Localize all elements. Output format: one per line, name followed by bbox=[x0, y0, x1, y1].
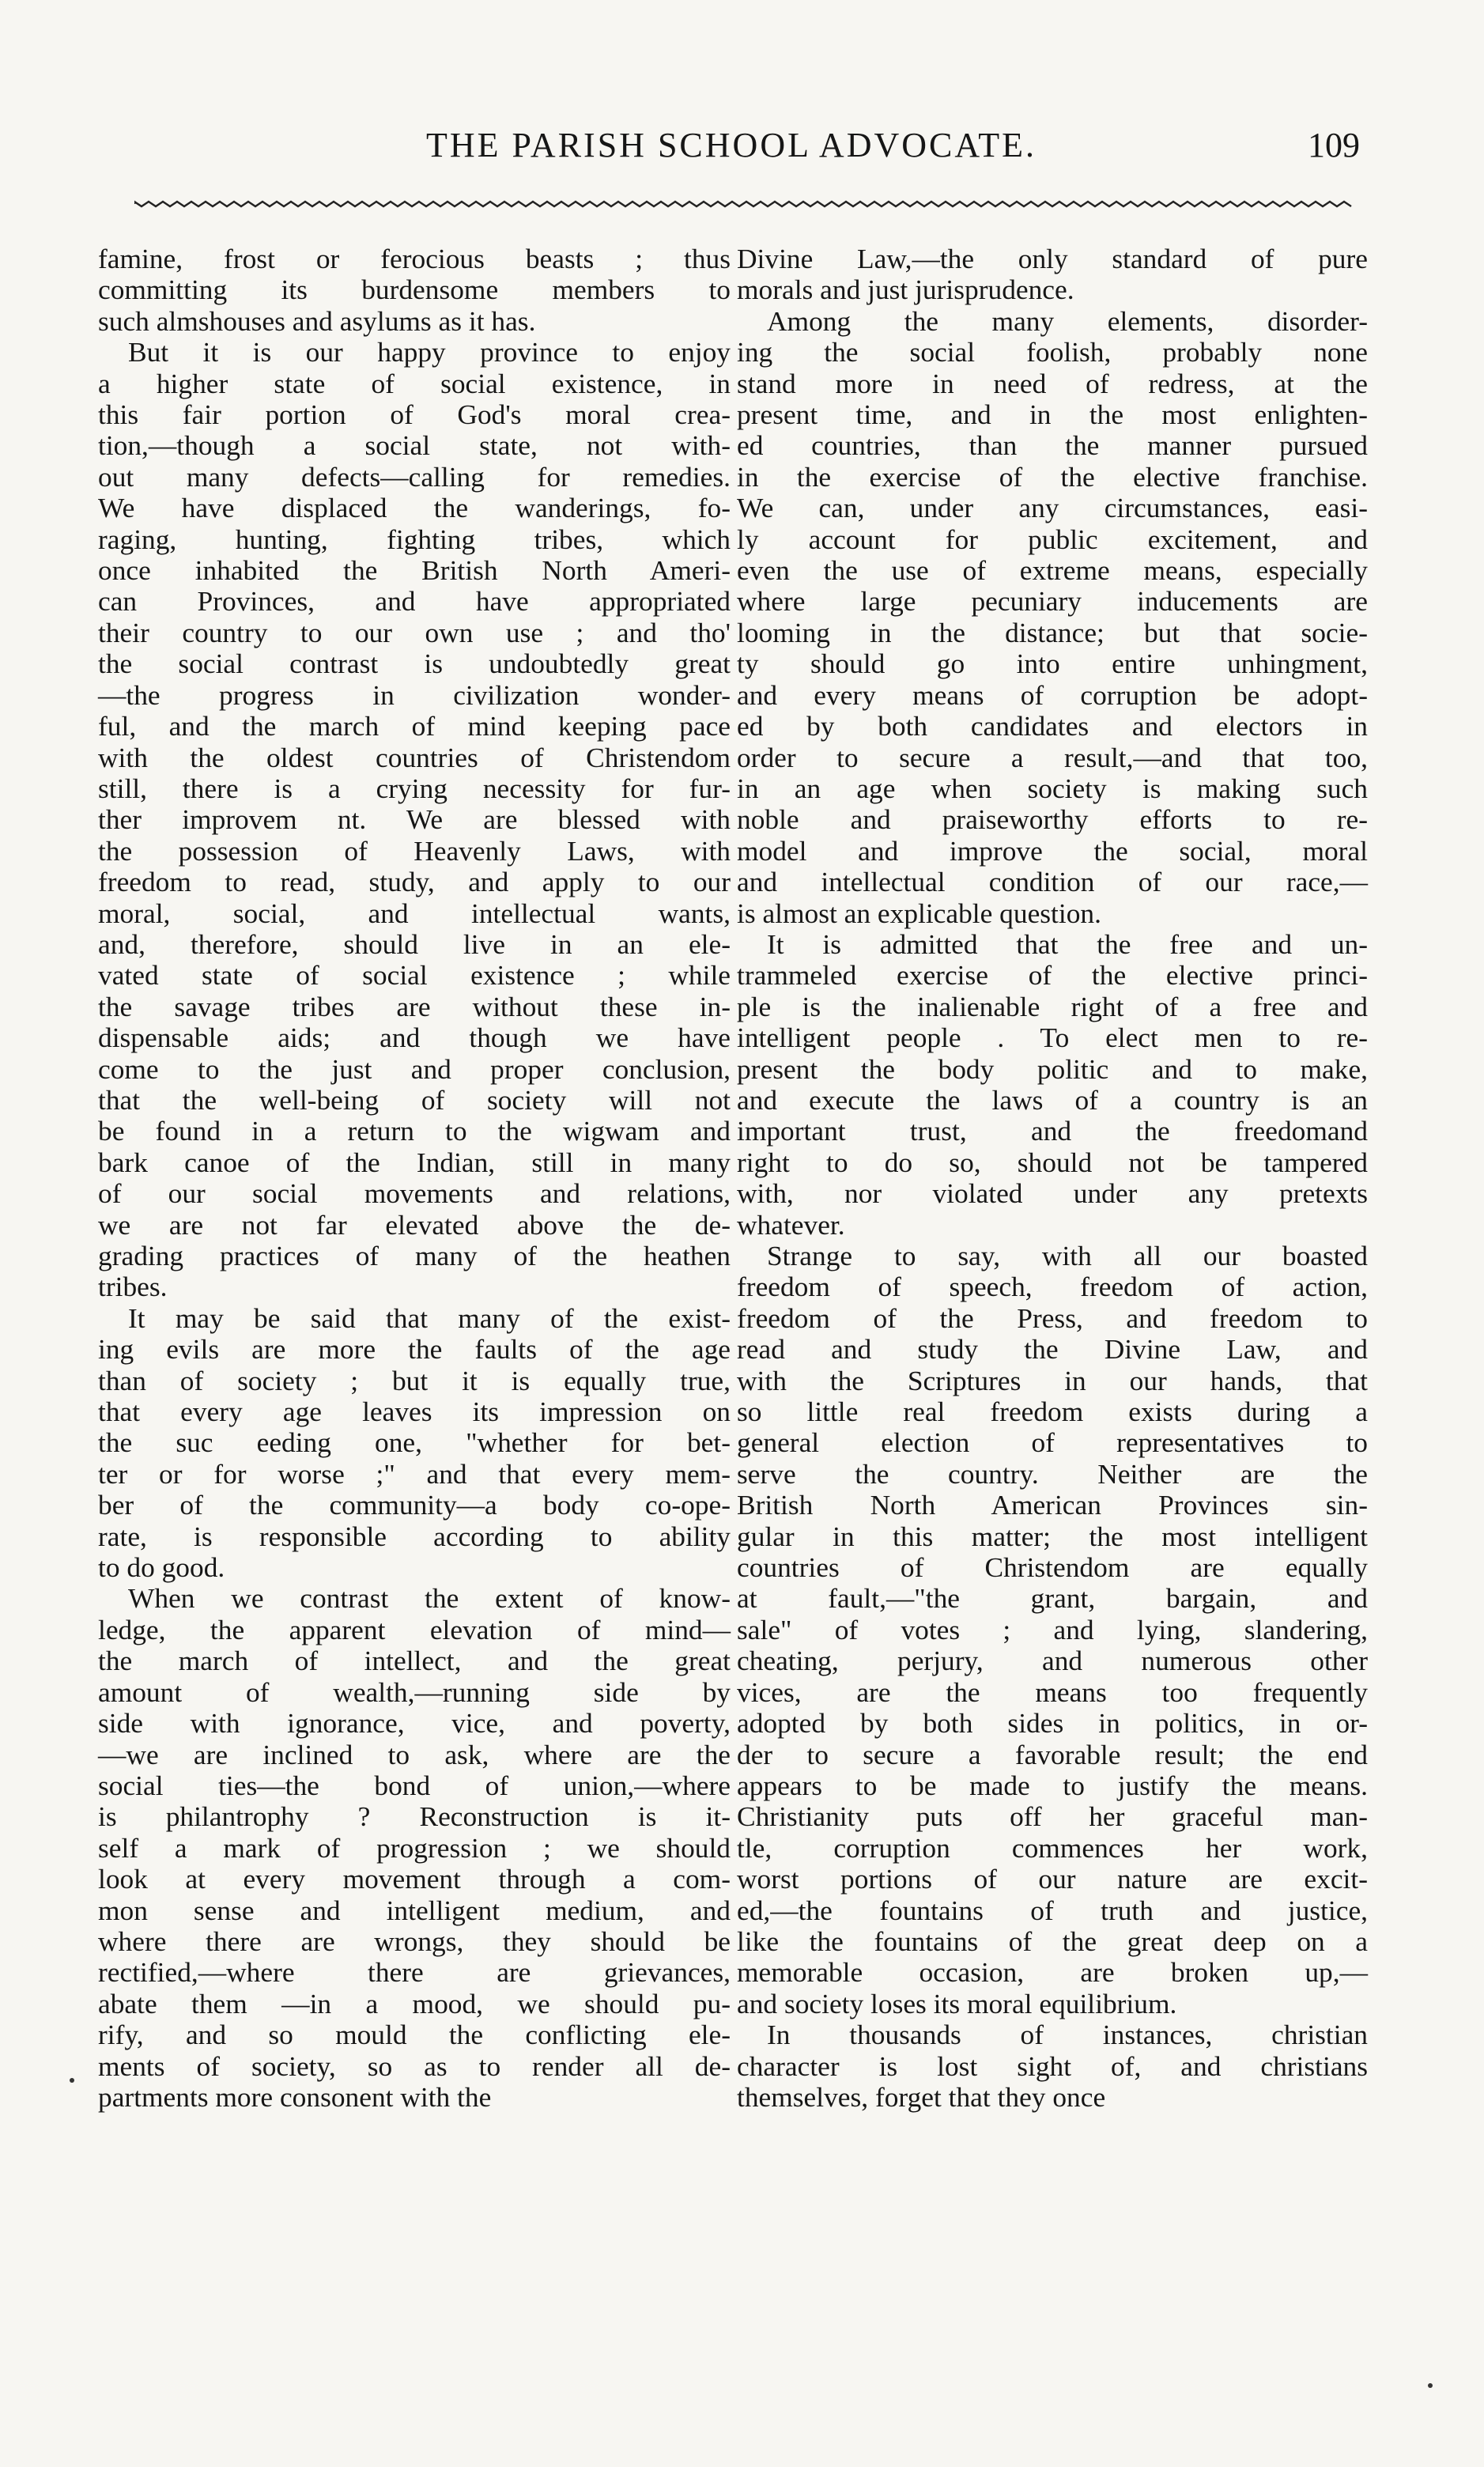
text-line: once inhabited the British North Ameri- bbox=[98, 554, 731, 587]
text-line: like the fountains of the great deep on a bbox=[737, 1925, 1368, 1957]
paragraph bbox=[737, 244, 1368, 306]
text-line: look at every movement through a com- bbox=[98, 1863, 731, 1895]
text-line: the march of intellect, and the great bbox=[98, 1645, 731, 1677]
text-line: present time, and in the most enlighten- bbox=[737, 399, 1368, 431]
text-line: where large pecuniary inducements are bbox=[737, 585, 1368, 618]
text-line: and intellectual condition of our race,— bbox=[737, 866, 1368, 898]
text-line: themselves, forget that they once bbox=[737, 2080, 1106, 2113]
page-header bbox=[103, 125, 1360, 180]
text-line: freedom of the Press, and freedom to bbox=[737, 1302, 1368, 1334]
text-line: be found in a return to the wigwam and bbox=[98, 1115, 731, 1147]
text-line: rify, and so mould the conflicting ele- bbox=[98, 2019, 731, 2051]
text-line: important trust, and the freedomand bbox=[737, 1115, 1368, 1147]
text-line: morals and just jurisprudence. bbox=[737, 274, 1074, 306]
text-line: read and study the Divine Law, and bbox=[737, 1333, 1368, 1366]
text-line: a higher state of social existence, in bbox=[98, 367, 731, 399]
text-line: their country to our own use ; and tho' bbox=[98, 616, 731, 648]
text-line: we are not far elevated above the de- bbox=[98, 1208, 731, 1241]
text-line: ed by both candidates and electors in bbox=[737, 710, 1368, 742]
text-line: rectified,—where there are grievances, bbox=[98, 1956, 731, 1989]
text-line: that the well-being of society will not bbox=[98, 1083, 731, 1116]
text-line: of our social movements and relations, bbox=[98, 1177, 731, 1210]
text-line: with the oldest countries of Christendom bbox=[98, 741, 731, 773]
text-line: cheating, perjury, and numerous other bbox=[737, 1645, 1368, 1677]
stray-ink-dot bbox=[1428, 2383, 1433, 2388]
text-line: to do good. bbox=[98, 1551, 225, 1584]
text-line: —the progress in civilization wonder- bbox=[98, 678, 731, 711]
text-line: the savage tribes are without these in- bbox=[98, 990, 731, 1022]
text-line: vices, are the means too frequently bbox=[737, 1676, 1368, 1708]
text-line: this fair portion of God's moral crea- bbox=[98, 399, 731, 431]
paragraph bbox=[737, 1241, 1368, 2019]
text-line: ed,—the fountains of truth and justice, bbox=[737, 1894, 1368, 1926]
text-line: where there are wrongs, they should be bbox=[98, 1925, 731, 1957]
text-line: ments of society, so as to render all de- bbox=[98, 2050, 731, 2082]
text-line: intelligent people . To elect men to re- bbox=[737, 1022, 1368, 1054]
text-line: raging, hunting, fighting tribes, which bbox=[98, 523, 731, 555]
text-line: ed countries, than the manner pursued bbox=[737, 429, 1368, 462]
text-line: moral, social, and intellectual wants, bbox=[98, 897, 731, 929]
text-line: ing evils are more the faults of the age bbox=[98, 1333, 731, 1366]
text-line: so little real freedom exists during a bbox=[737, 1396, 1368, 1428]
running-title: THE PARISH SCHOOL ADVOCATE. bbox=[425, 126, 1037, 164]
text-line: ly account for public excitement, and bbox=[737, 523, 1368, 555]
text-line: tle, corruption commences her work, bbox=[737, 1831, 1368, 1864]
text-line: ber of the community—a body co-ope- bbox=[98, 1489, 731, 1521]
text-line: Among the many elements, disorder- bbox=[767, 304, 1368, 337]
text-line: When we contrast the extent of know- bbox=[128, 1582, 731, 1615]
text-line: sale" of votes ; and lying, slandering, bbox=[737, 1613, 1368, 1645]
text-line: general election of representatives to bbox=[737, 1426, 1368, 1459]
text-line: and every means of corruption be adopt- bbox=[737, 678, 1368, 711]
text-line: vated state of social existence ; while bbox=[98, 959, 731, 992]
text-line: memorable occasion, are broken up,— bbox=[737, 1956, 1368, 1989]
text-line: self a mark of progression ; we should bbox=[98, 1831, 731, 1864]
text-line: ther improvem nt. We are blessed with bbox=[98, 803, 731, 836]
text-line: looming in the distance; but that socie- bbox=[737, 616, 1368, 648]
text-line: freedom to read, study, and apply to our bbox=[98, 866, 731, 898]
text-line: such almshouses and asylums as it has. bbox=[98, 304, 536, 337]
text-line: ledge, the apparent elevation of mind— bbox=[98, 1613, 731, 1645]
left-column bbox=[98, 244, 731, 2113]
paragraph bbox=[737, 929, 1368, 1241]
text-line: model and improve the social, moral bbox=[737, 834, 1368, 867]
text-line: noble and praiseworthy efforts to re- bbox=[737, 803, 1368, 836]
text-line: with the Scriptures in our hands, that bbox=[737, 1364, 1368, 1396]
text-line: adopted by both sides in politics, in or- bbox=[737, 1707, 1368, 1740]
text-line: But it is our happy province to enjoy bbox=[128, 336, 731, 368]
text-line: serve the country. Neither are the bbox=[737, 1457, 1368, 1490]
text-line: in an age when society is making such bbox=[737, 772, 1368, 804]
text-line: ple is the inalienable right of a free and bbox=[737, 990, 1368, 1022]
text-line: Divine Law,—the only standard of pure bbox=[737, 243, 1368, 274]
text-line: rate, is responsible according to ability bbox=[98, 1520, 731, 1552]
text-line: with, nor violated under any pretexts bbox=[737, 1177, 1368, 1210]
text-line: out many defects—calling for remedies. bbox=[98, 460, 731, 493]
text-line: in the exercise of the elective franchise. bbox=[737, 460, 1368, 493]
text-line: is philantrophy ? Reconstruction is it- bbox=[98, 1800, 731, 1833]
paragraph bbox=[98, 1583, 731, 2113]
text-line: whatever. bbox=[737, 1208, 845, 1241]
paragraph bbox=[98, 337, 731, 1303]
text-line: present the body politic and to make, bbox=[737, 1052, 1368, 1085]
text-line: still, there is a crying necessity for fur- bbox=[98, 772, 731, 804]
text-line: grading practices of many of the heathen bbox=[98, 1240, 731, 1271]
text-line: gular in this matter; the most intelligent bbox=[737, 1520, 1368, 1552]
text-line: ing the social foolish, probably none bbox=[737, 336, 1368, 368]
text-line: can Provinces, and have appropriated bbox=[98, 585, 731, 618]
text-line: amount of wealth,—running side by bbox=[98, 1676, 731, 1708]
paragraph bbox=[98, 244, 731, 337]
text-line: Christianity puts off her graceful man- bbox=[737, 1800, 1368, 1833]
text-line: the social contrast is undoubtedly great bbox=[98, 648, 731, 680]
text-line: ter or for worse ;" and that every mem- bbox=[98, 1457, 731, 1490]
paragraph bbox=[98, 1303, 731, 1584]
text-line: appears to be made to justify the means. bbox=[737, 1769, 1368, 1801]
text-line: worst portions of our nature are excit- bbox=[737, 1863, 1368, 1895]
text-line: dispensable aids; and though we have bbox=[98, 1022, 731, 1054]
text-line: the suc eeding one, "whether for bet- bbox=[98, 1426, 731, 1459]
text-line: order to secure a result,—and that too, bbox=[737, 741, 1368, 773]
page-number: 109 bbox=[1308, 126, 1360, 164]
text-line: committing its burdensome members to bbox=[98, 274, 731, 306]
text-line: even the use of extreme means, especially bbox=[737, 554, 1368, 587]
text-line: British North American Provinces sin- bbox=[737, 1489, 1368, 1521]
text-line: and execute the laws of a country is an bbox=[737, 1083, 1368, 1116]
text-line: and, therefore, should live in an ele- bbox=[98, 927, 731, 960]
wavy-rule bbox=[134, 199, 1352, 209]
text-line: side with ignorance, vice, and poverty, bbox=[98, 1707, 731, 1740]
text-line: countries of Christendom are equally bbox=[737, 1551, 1368, 1584]
text-line: famine, frost or ferocious beasts ; thus bbox=[98, 243, 731, 274]
text-line: Strange to say, with all our boasted bbox=[767, 1240, 1368, 1271]
text-line: abate them —in a mood, we should pu- bbox=[98, 1987, 731, 2019]
text-line: ty should go into entire unhingment, bbox=[737, 648, 1368, 680]
text-line: social ties—the bond of union,—where bbox=[98, 1769, 731, 1801]
text-line: In thousands of instances, christian bbox=[767, 2019, 1368, 2051]
text-line: bark canoe of the Indian, still in many bbox=[98, 1146, 731, 1178]
text-line: stand more in need of redress, at the bbox=[737, 367, 1368, 399]
text-line: partments more consonent with the bbox=[98, 2080, 492, 2113]
text-line: and society loses its moral equilibrium. bbox=[737, 1987, 1177, 2019]
text-line: It may be said that many of the exist- bbox=[128, 1302, 731, 1334]
text-line: come to the just and proper conclusion, bbox=[98, 1052, 731, 1085]
text-line: ful, and the march of mind keeping pace bbox=[98, 710, 731, 742]
text-line: —we are inclined to ask, where are the bbox=[98, 1738, 731, 1770]
text-line: trammeled exercise of the elective princi- bbox=[737, 959, 1368, 992]
text-line: It is admitted that the free and un- bbox=[767, 927, 1368, 960]
text-line: is almost an explicable question. bbox=[737, 897, 1101, 929]
text-line: tion,—though a social state, not with- bbox=[98, 429, 731, 462]
text-line: tribes. bbox=[98, 1271, 168, 1303]
text-line: the possession of Heavenly Laws, with bbox=[98, 834, 731, 867]
text-line: mon sense and intelligent medium, and bbox=[98, 1894, 731, 1926]
text-line: that every age leaves its impression on bbox=[98, 1396, 731, 1428]
text-line: character is lost sight of, and christians bbox=[737, 2050, 1368, 2082]
paragraph bbox=[737, 306, 1368, 929]
paragraph bbox=[737, 2019, 1368, 2113]
text-line: at fault,—"the grant, bargain, and bbox=[737, 1582, 1368, 1615]
text-line: der to secure a favorable result; the end bbox=[737, 1738, 1368, 1770]
text-line: We can, under any circumstances, easi- bbox=[737, 492, 1368, 524]
right-column bbox=[737, 244, 1368, 2113]
text-line: We have displaced the wanderings, fo- bbox=[98, 492, 731, 524]
stray-ink-dot bbox=[70, 2078, 74, 2083]
text-line: freedom of speech, freedom of action, bbox=[737, 1271, 1368, 1303]
text-line: right to do so, should not be tampered bbox=[737, 1146, 1368, 1178]
text-line: than of society ; but it is equally true, bbox=[98, 1364, 731, 1396]
